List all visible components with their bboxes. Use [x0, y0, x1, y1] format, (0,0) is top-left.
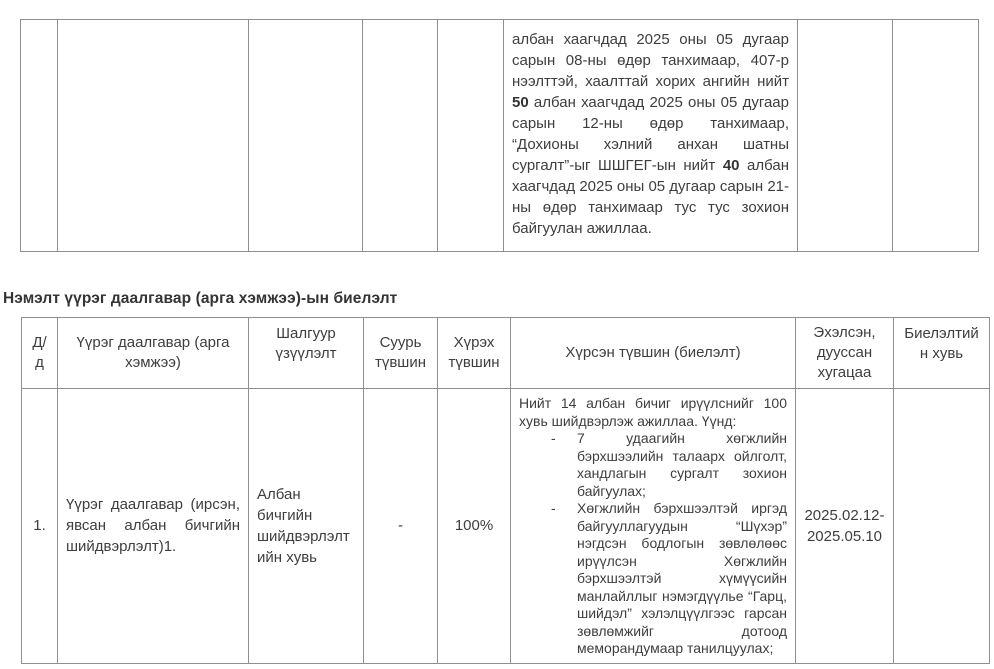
header-achieved-level: Хүрсэн түвшин (биелэлт) [511, 318, 796, 389]
achieved-text-2: албан хаагчдад 2025 оны 05 дугаар сарын 12-ны өдөр танхимаар, “Дохионы хэлний анхан шатны сургалт”-ыг ШШГЕГ-ын нийт [512, 94, 789, 174]
cell-achieved [511, 389, 796, 664]
achieved-bullet-2: - Хөгжлийн бэрхшээлтэй иргэд байгууллагуудын “Шүхэр” нэгдсэн бодлогын зөвлөлөөс ирүүлсэн Хөгжлийн бэрхшээлтэй хүмүүсийн манлайллыг нэмэгдүүлье “Гарц, шийдэл” хэлэлцүүлгээс гарсан зөвлөмжийг дотоод меморандумаар танилцуулах; [519, 500, 787, 658]
cont-cell-base [363, 20, 438, 252]
header-completion-percent: Биелэлтийн хувь [894, 318, 990, 389]
continuation-table [20, 19, 979, 252]
cell-completion [894, 389, 990, 664]
header-target-level: Хүрэх түвшин [438, 318, 511, 389]
achieved-text-1: албан хаагчдад 2025 оны 05 дугаар сарын 08-ны өдөр танхимаар, 407-р нээлттэй, хаалттай хорих ангийн нийт [512, 31, 789, 90]
cell-num: 1. [22, 389, 58, 664]
header-row [22, 318, 990, 389]
achieved-paragraph [512, 29, 789, 239]
header-period: Эхэлсэн, дууссан хугацаа [796, 318, 894, 389]
section-title: Нэмэлт үүрэг даалгавар (арга хэмжээ)-ын биелэлт [3, 290, 398, 307]
header-indicator: Шалгуур үзүүлэлт [249, 318, 364, 389]
cont-cell-num [21, 20, 58, 252]
cell-task: Үүрэг даалгавар (ирсэн, явсан албан бичгийн шийдвэрлэлт)1. [58, 389, 249, 664]
header-num: Д/д [22, 318, 58, 389]
cont-cell-indicator [249, 20, 363, 252]
cont-cell-period [798, 20, 893, 252]
cell-indicator: Албан бичгийн шийдвэрлэлтийн хувь [249, 389, 364, 664]
cont-cell-completion [893, 20, 979, 252]
cell-target-level: 100% [438, 389, 511, 664]
trainee-count-40: 40 [722, 157, 740, 174]
additional-tasks-table [21, 317, 990, 664]
cell-period: 2025.02.12-2025.05.10 [796, 389, 894, 664]
continuation-row [21, 20, 979, 252]
task-row-1 [22, 389, 990, 664]
achieved-bullet-1: - 7 удаагийн хөгжлийн бэрхшээлийн талаарх ойлголт, хандлагын сургалт зохион байгуулах; [519, 430, 787, 500]
header-task: Үүрэг даалгавар (арга хэмжээ) [58, 318, 249, 389]
achieved-text-3: албан хаагчдад 2025 оны 05 дугаар сарын 21-ны өдөр танхимаар тус тус зохион байгуулан ажиллаа. [512, 157, 789, 237]
trainee-count-50: 50 [512, 94, 529, 111]
cont-cell-target [438, 20, 504, 252]
cell-base-level: - [364, 389, 438, 664]
header-base-level: Суурь түвшин [364, 318, 438, 389]
cont-cell-task [58, 20, 249, 252]
cont-cell-achieved [504, 20, 798, 252]
achieved-intro: Нийт 14 албан бичиг ирүүлснийг 100 хувь шийдвэрлэж ажиллаа. Үүнд: [519, 395, 787, 429]
